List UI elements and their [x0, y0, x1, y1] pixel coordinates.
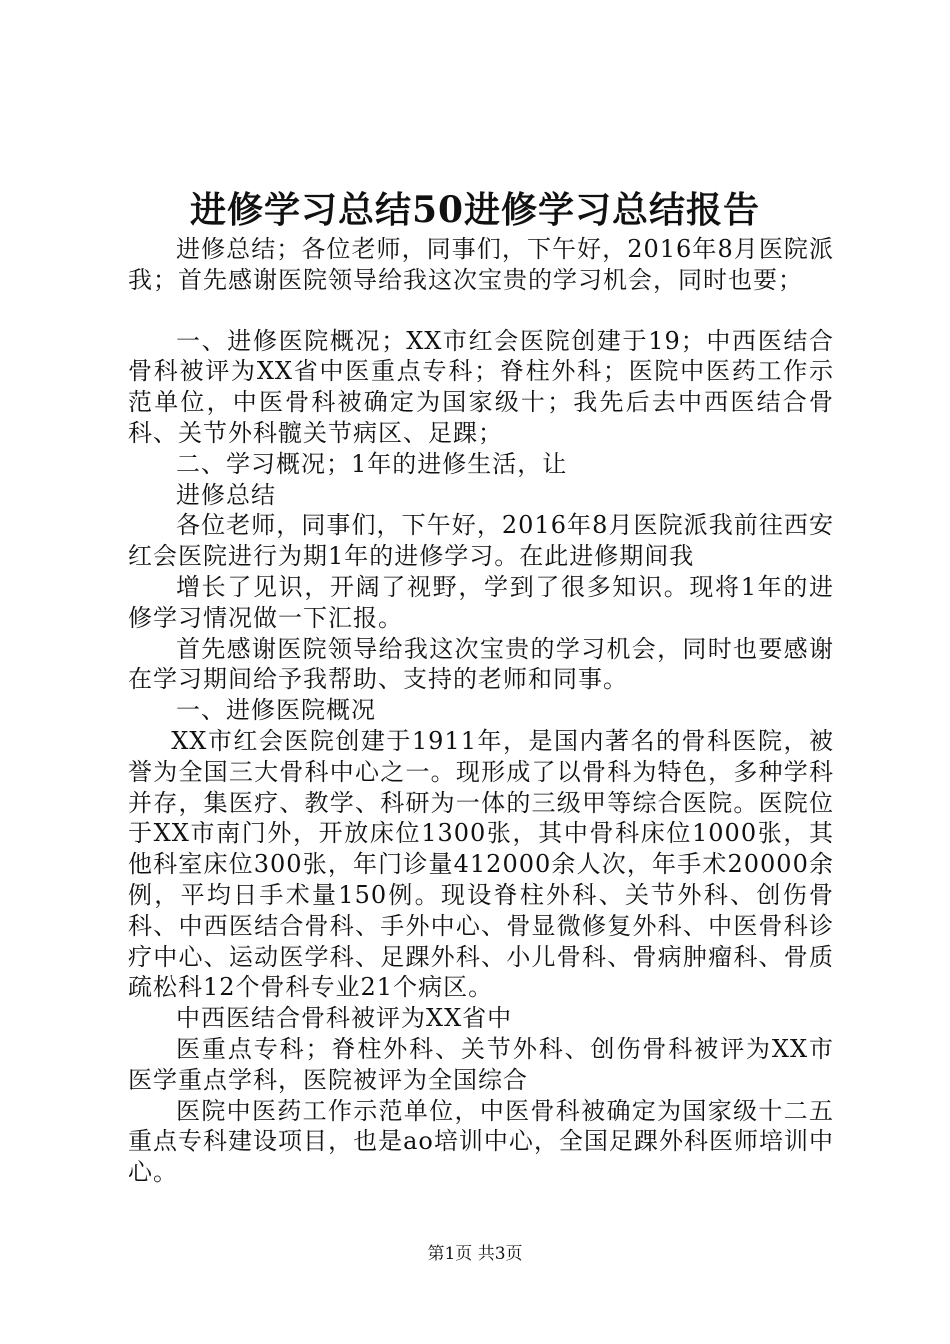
document-title: 进修学习总结50进修学习总结报告 [189, 189, 761, 231]
paragraph: 中西医结合骨科被评为XX省中 [176, 1004, 513, 1033]
paragraph: 各位老师，同事们，下午好，2016年8月医院派我前往西安红会医院进行为期1年的进修学习。在此进修期间我 [128, 511, 834, 571]
document-body [128, 234, 834, 1188]
paragraph: 进修总结 [176, 480, 276, 509]
paragraph: 医重点专科；脊柱外科、关节外科、创伤骨科被评为XX市医学重点学科，医院被评为全国综合 [128, 1034, 834, 1094]
page-number-footer: 第1页 共3页 [427, 1244, 523, 1264]
paragraph: 医院中医药工作示范单位，中医骨科被确定为国家级十二五重点专科建设项目，也是ao培训中心，全国足踝外科医师培训中心。 [128, 1096, 834, 1187]
paragraph: XX市红会医院创建于1911年，是国内著名的骨科医院，被誉为全国三大骨科中心之一。现形成了以骨科为特色，多种学科并存，集医疗、教学、科研为一体的三级甲等综合医院。医院位于XX市南门外，开放床位1300张，其中骨科床位1000张，其他科室床位300张，年门诊量412000余人次，年手术20000余例，平均日手术量150例。现设脊柱外科、关节外科、创伤骨科、中西医结合骨科、手外中心、骨显微修复外科、中医骨科诊疗中心、运动医学科、足踝外科、小儿骨科、骨病肿瘤科、骨质疏松科12个骨科专业21个病区。 [128, 726, 834, 1002]
paragraph: 进修总结；各位老师，同事们，下午好，2016年8月医院派我；首先感谢医院领导给我这次宝贵的学习机会，同时也要； [128, 235, 834, 294]
paragraph: 一、进修医院概况；XX市红会医院创建于19；中西医结合骨科被评为XX省中医重点专科；脊柱外科；医院中医药工作示范单位，中医骨科被确定为国家级十；我先后去中西医结合骨科、关节外科髋关节病区、足踝； [128, 326, 834, 447]
paragraph: 增长了见识，开阔了视野，学到了很多知识。现将1年的进修学习情况做一下汇报。 [128, 572, 834, 632]
paragraph: 二、学习概况；1年的进修生活，让 [176, 449, 568, 478]
paragraph: 首先感谢医院领导给我这次宝贵的学习机会，同时也要感谢在学习期间给予我帮助、支持的老师和同事。 [128, 634, 834, 694]
section-heading: 一、进修医院概况 [176, 696, 376, 725]
